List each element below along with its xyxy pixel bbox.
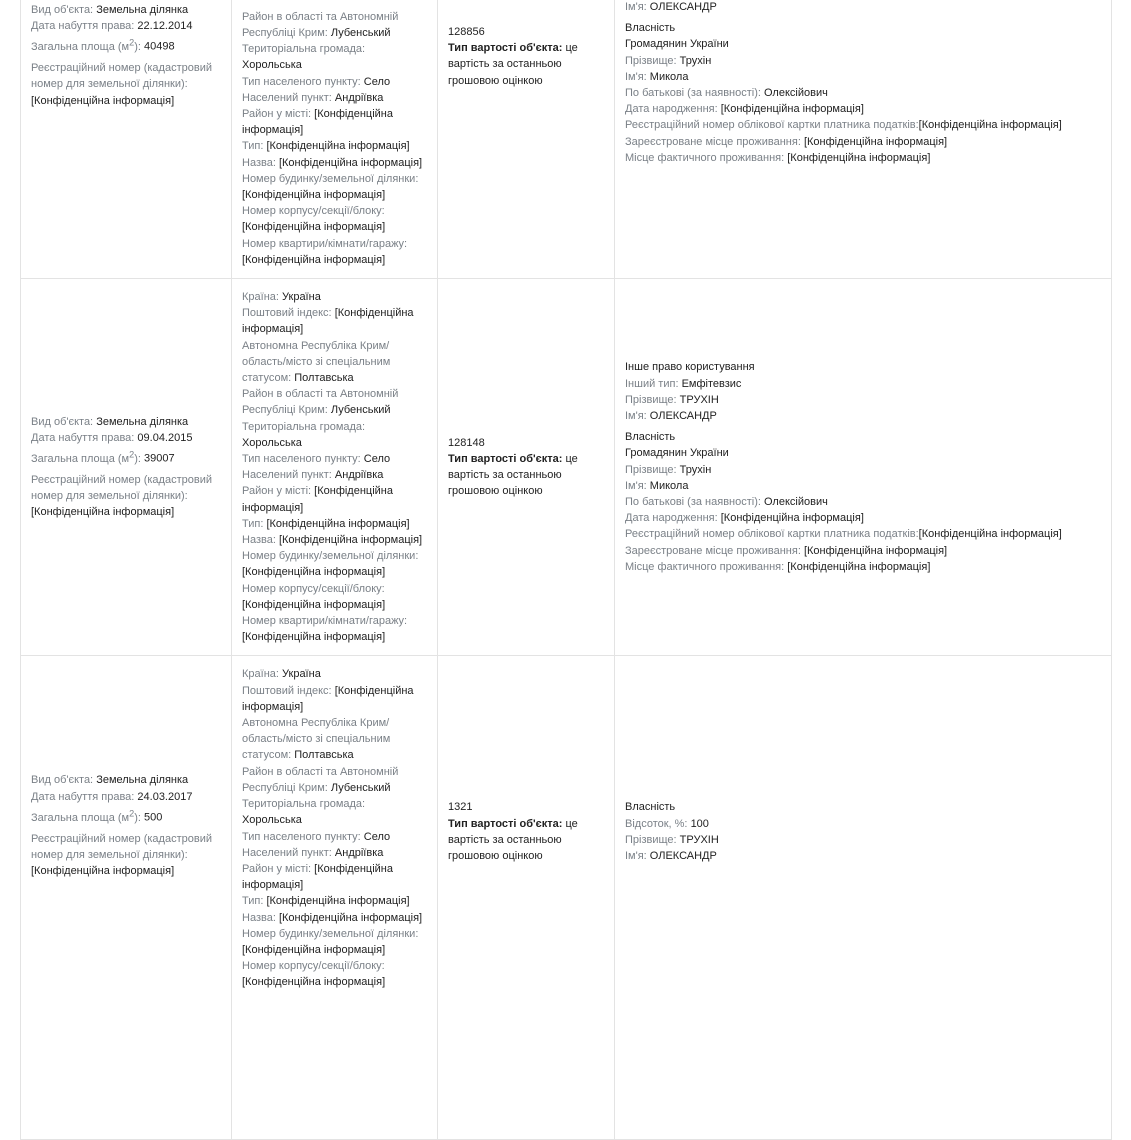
- address-field: Тип: [Конфіденційна інформація]: [242, 895, 410, 908]
- cost-type: Тип вартості об'єкта: це вартість за останньою грошовою оцінкою: [448, 42, 578, 87]
- object-cell: [21, 0, 232, 279]
- rights-cell: [615, 656, 1112, 1140]
- object-type: Вид об'єкта: Земельна ділянка: [31, 774, 189, 787]
- address-field: Тип населеного пункту: Село: [242, 453, 391, 466]
- address-field: Автономна Республіка Крим/ область/місто зі спеціальним статусом: Полтавська: [242, 339, 391, 385]
- other-right-field: Ім'я: ОЛЕКСАНДР: [625, 410, 717, 423]
- registration-number: Реєстраційний номер (кадастровий номер для земельної ділянки): [Конфіденційна інформація]: [31, 62, 212, 107]
- address-field: Район в області та Автономній Республіці Крим: Лубенський: [242, 388, 399, 417]
- owner-field: Прізвище: Трухін: [625, 463, 712, 476]
- acquisition-date: Дата набуття права: 24.03.2017: [31, 790, 193, 803]
- owner-field: Прізвище: ТРУХІН: [625, 833, 719, 846]
- cost-amount: 128148: [448, 436, 485, 449]
- address-field: Номер корпусу/секції/блоку: [Конфіденційна інформація]: [242, 582, 386, 611]
- cost-amount: 128856: [448, 26, 485, 38]
- owner-field: По батькові (за наявності): Олексійович: [625, 496, 828, 509]
- total-area: Загальна площа $(м^2)$: 40498: [31, 37, 175, 54]
- object-type: Вид об'єкта: Земельна ділянка: [31, 4, 189, 16]
- owner-field: Реєстраційний номер облікової картки платника податків:[Конфіденційна інформація]: [625, 528, 1062, 541]
- owner-field: Відсоток, %: 100: [625, 817, 709, 830]
- ownership-title: Власність: [625, 431, 676, 444]
- address-cell: [232, 279, 438, 656]
- address-field: Автономна Республіка Крим/ область/місто зі спеціальним статусом: Полтавська: [242, 717, 391, 762]
- rights-cell: [615, 279, 1112, 656]
- address-field: Район у місті: [Конфіденційна інформація]: [242, 485, 393, 514]
- registration-number: Реєстраційний номер (кадастровий номер для земельної ділянки): [Конфіденційна інформація]: [31, 474, 212, 519]
- address-field: Територіальна громада: Хорольська: [242, 798, 366, 827]
- address-field: Населений пункт: Андріївка: [242, 846, 384, 859]
- owner-field: Ім'я: Микола: [625, 70, 689, 83]
- acquisition-date: Дата набуття права: 22.12.2014: [31, 20, 193, 33]
- total-area: Загальна площа $(м^2)$: 500: [31, 807, 163, 824]
- address-field: Поштовий індекс: [Конфіденційна інформація]: [242, 684, 414, 713]
- address-field: Район у місті: [Конфіденційна інформація]: [242, 862, 393, 892]
- other-right-title: Інше право користування: [625, 361, 755, 374]
- land-assets-table: [20, 0, 1112, 1140]
- table-row: [21, 0, 1112, 279]
- address-field: Номер корпусу/секції/блоку: [Конфіденційна інформація]: [242, 205, 386, 234]
- address-field: Назва: [Конфіденційна інформація]: [242, 911, 423, 924]
- ownership-subtitle: Громадянин України: [625, 447, 729, 460]
- owner-field: Місце фактичного проживання: [Конфіденційна інформація]: [625, 151, 931, 164]
- address-field: Район в області та Автономній Республіці Крим: Лубенський: [242, 10, 399, 39]
- owner-field: Ім'я: Микола: [625, 479, 689, 492]
- address-field: Номер корпусу/секції/блоку: [Конфіденційна інформація]: [242, 960, 386, 989]
- cost-type: Тип вартості об'єкта: це вартість за останньою грошовою оцінкою: [448, 817, 578, 863]
- address-field: Країна: Україна: [242, 668, 321, 681]
- owner-field: Зареєстроване місце проживання: [Конфіденційна інформація]: [625, 135, 948, 148]
- address-field: Назва: [Конфіденційна інформація]: [242, 534, 423, 547]
- address-field: Номер будинку/земельної ділянки: [Конфіденційна інформація]: [242, 172, 419, 201]
- address-field: Район у місті: [Конфіденційна інформація]: [242, 107, 393, 137]
- address-field: Номер будинку/земельної ділянки: [Конфіденційна інформація]: [242, 927, 419, 956]
- cost-type: Тип вартості об'єкта: це вартість за останньою грошовою оцінкою: [448, 453, 578, 498]
- address-field: Тип: [Конфіденційна інформація]: [242, 140, 410, 153]
- address-field: Назва: [Конфіденційна інформація]: [242, 156, 423, 169]
- table-row: [21, 279, 1112, 656]
- rights-field: Ім'я: ОЛЕКСАНДР: [625, 1, 717, 13]
- registration-number: Реєстраційний номер (кадастровий номер для земельної ділянки): [Конфіденційна інформація]: [31, 832, 212, 878]
- other-right-field: Інший тип: Емфітевзис: [625, 377, 742, 390]
- address-field: Тип населеного пункту: Село: [242, 75, 391, 88]
- total-area: Загальна площа $(м^2)$: 39007: [31, 449, 175, 465]
- cost-amount: 1321: [448, 801, 473, 814]
- owner-field: Зареєстроване місце проживання: [Конфіденційна інформація]: [625, 544, 948, 557]
- owner-field: Ім'я: ОЛЕКСАНДР: [625, 850, 717, 863]
- owner-field: Реєстраційний номер облікової картки платника податків:[Конфіденційна інформація]: [625, 119, 1062, 132]
- address-field: Тип населеного пункту: Село: [242, 830, 391, 843]
- cost-cell: [438, 656, 615, 1140]
- address-field: Країна: Україна: [242, 291, 321, 303]
- address-field: Територіальна громада: Хорольська: [242, 43, 366, 72]
- address-cell: [232, 0, 438, 279]
- address-field: Тип: [Конфіденційна інформація]: [242, 517, 410, 530]
- address-field: Населений пункт: Андріївка: [242, 469, 384, 482]
- address-field: Номер будинку/земельної ділянки: [Конфіденційна інформація]: [242, 550, 419, 579]
- owner-field: Місце фактичного проживання: [Конфіденційна інформація]: [625, 560, 931, 573]
- object-cell: [21, 279, 232, 656]
- ownership-title: Власність: [625, 801, 676, 814]
- address-field: Район в області та Автономній Республіці Крим: Лубенський: [242, 765, 399, 794]
- acquisition-date: Дата набуття права: 09.04.2015: [31, 432, 193, 444]
- rights-cell: [615, 0, 1112, 279]
- owner-field: По батькові (за наявності): Олексійович: [625, 87, 828, 100]
- owner-field: Дата народження: [Конфіденційна інформація]: [625, 512, 864, 525]
- ownership-title: Власність: [625, 22, 676, 35]
- address-field: Номер квартири/кімнати/гаражу: [Конфіденційна інформація]: [242, 615, 408, 644]
- owner-field: Дата народження: [Конфіденційна інформація]: [625, 103, 864, 116]
- cost-cell: [438, 279, 615, 656]
- object-cell: [21, 656, 232, 1140]
- cost-cell: [438, 0, 615, 279]
- address-field: Поштовий індекс: [Конфіденційна інформація]: [242, 307, 414, 336]
- ownership-subtitle: Громадянин України: [625, 38, 729, 51]
- owner-field: Прізвище: Трухін: [625, 54, 712, 67]
- address-cell: [232, 656, 438, 1140]
- other-right-field: Прізвище: ТРУХІН: [625, 393, 719, 406]
- object-type: Вид об'єкта: Земельна ділянка: [31, 415, 189, 428]
- table-row: [21, 656, 1112, 1140]
- address-field: Населений пункт: Андріївка: [242, 91, 384, 104]
- address-field: Номер квартири/кімнати/гаражу: [Конфіденційна інформація]: [242, 237, 408, 266]
- address-field: Територіальна громада: Хорольська: [242, 420, 366, 449]
